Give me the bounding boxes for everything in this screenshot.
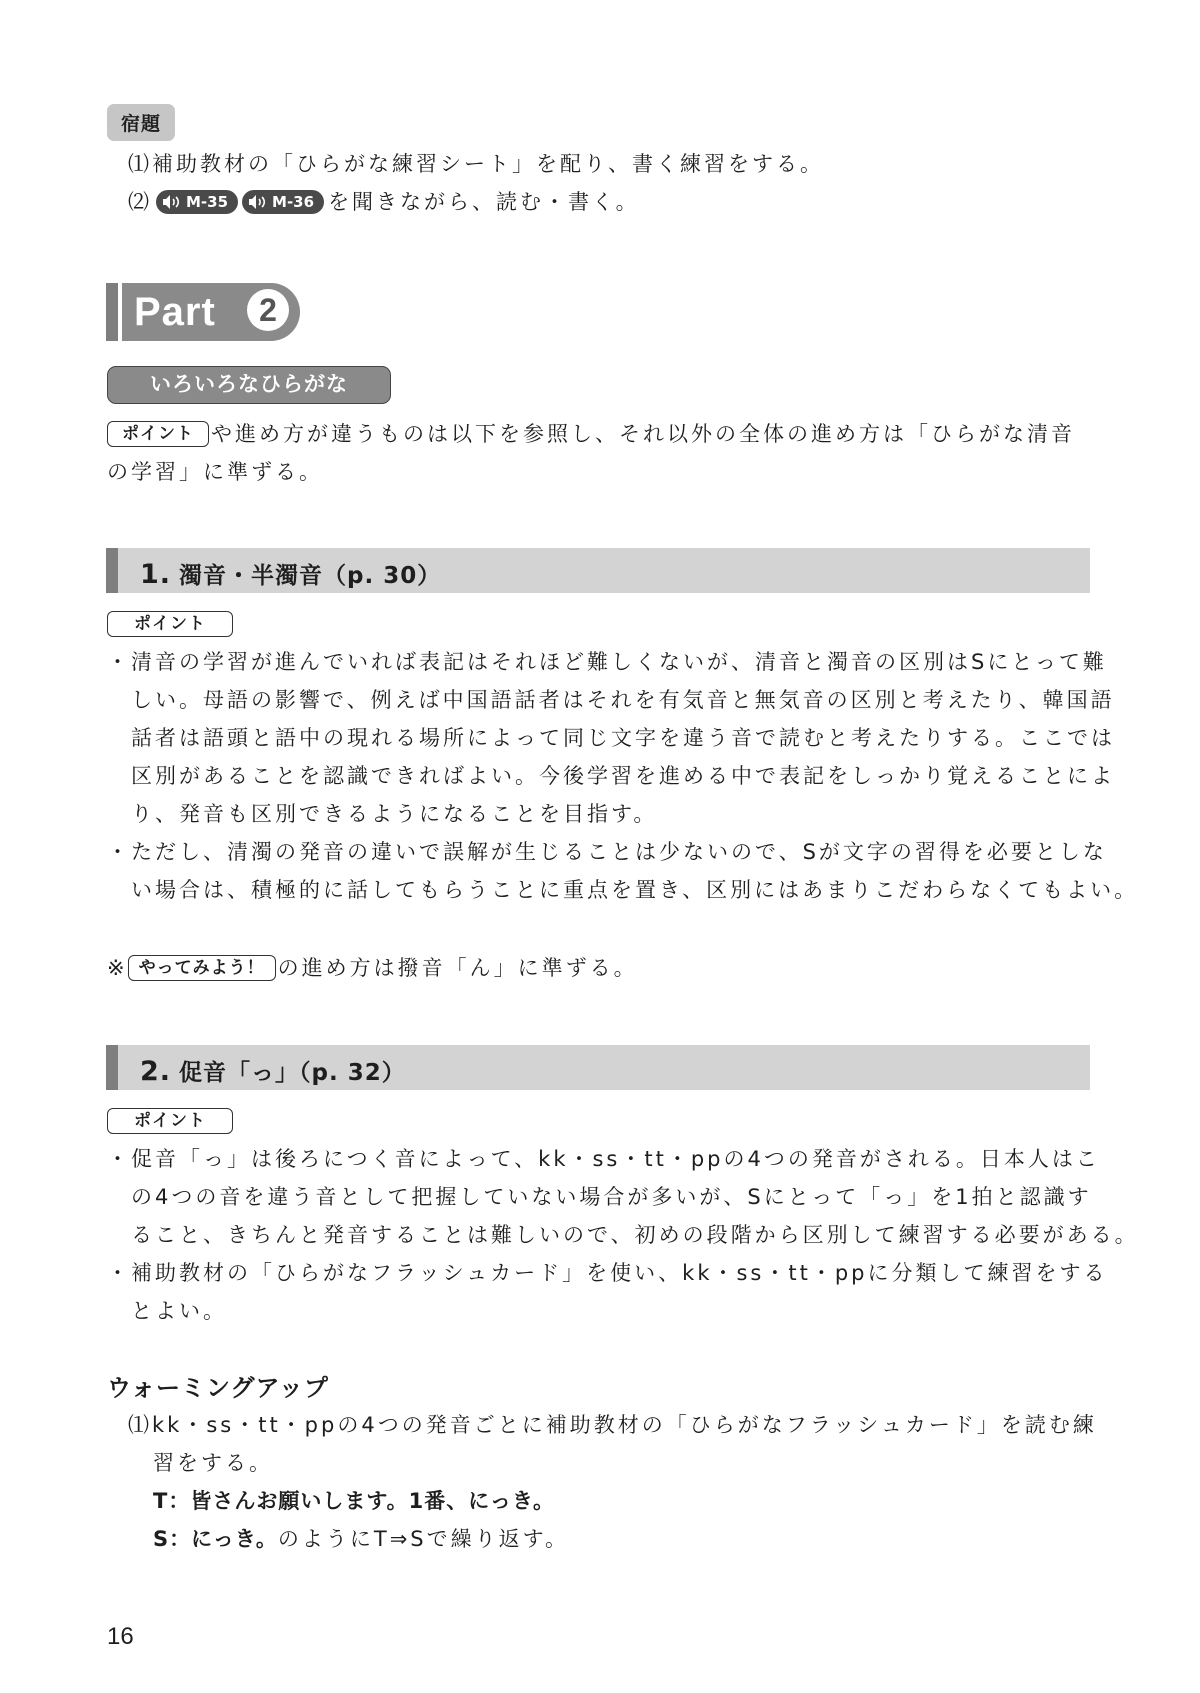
section-2-line: ること、きちんと発音することは難しいので、初めの段階から区別して練習する必要がある。 [131,1223,1139,1247]
section-2-point-box: ポイント [107,1108,233,1134]
section-1-point-box: ポイント [107,611,233,637]
section-1-line: 区別があることを認識できればよい。今後学習を進める中で表記をしっかり覚えることによ [131,764,1115,788]
section-2-line: とよい。 [131,1299,227,1323]
section-1-line: い場合は、積極的に話してもらうことに重点を置き、区別にはあまりこだわらなくてもよい。 [131,878,1139,902]
warmup-line-1: ⑴kk・ss・tt・ppの4つの発音ごとに補助教材の「ひらがなフラッシュカード」を読む練 [128,1413,1097,1437]
section-1-line: ・清音の学習が進んでいれば表記はそれほど難しくないが、清音と濁音の区別はSにとって難 [107,650,1107,674]
dialogue-student-note: のようにT⇒Sで繰り返す。 [277,1527,569,1551]
dialogue-teacher: T：皆さんお願いします。1番、にっき。 [153,1489,555,1513]
part-heading [122,283,300,341]
intro-line-1 [107,421,1075,447]
homework-item-2-suffix: を聞きながら、読む・書く。 [328,189,640,214]
section-1-title: 濁音・半濁音（p. 30） [179,563,442,589]
section-1-number: 1. [140,559,172,590]
warmup-title: ウォーミングアップ [107,1374,329,1402]
part-word: Part [134,290,216,334]
audio-track-m35[interactable] [156,190,238,214]
dialogue-student-line: S：にっき。 [153,1527,278,1551]
part-number-badge: 2 [247,289,289,331]
note-mark: ※ [107,955,128,980]
section-2-title: 促音「っ」（p. 32） [179,1060,406,1086]
note-text: の進め方は撥音「ん」に準ずる。 [277,955,638,980]
section-1-note [107,955,638,981]
intro-line-2: の学習」に準ずる。 [107,460,323,484]
section-1-line: しい。母語の影響で、例えば中国語話者はそれを有気音と無気音の区別と考えたり、韓国語 [131,688,1115,712]
warmup-line-2: 習をする。 [153,1451,273,1475]
audio-track-m35-label: M-35 [186,192,229,211]
section-1-line: ・ただし、清濁の発音の違いで誤解が生じることは少ないので、Sが文字の習得を必要としな [107,840,1107,864]
speaker-icon [247,194,269,210]
section-label: いろいろなひらがな [107,366,391,404]
audio-track-m36-label: M-36 [272,192,315,211]
dialogue-student [153,1529,569,1550]
section-2-number: 2. [140,1056,172,1087]
part-bar [106,283,118,341]
point-box: ポイント [107,421,209,447]
homework-label: 宿題 [107,104,175,141]
section-2-line: の4つの音を違う音として把握していない場合が多いが、Sにとって「っ」を1拍と認識す [131,1185,1092,1209]
section-2-line: ・促音「っ」は後ろにつく音によって、kk・ss・tt・ppの4つの発音がされる。日本人はこ [107,1147,1100,1171]
section-1-line: 話者は語頭と語中の現れる場所によって同じ文字を違う音で読むと考えたりする。ここでは [131,726,1115,750]
audio-track-m36[interactable] [242,190,324,214]
homework-item-2 [128,190,640,214]
try-it-box: やってみよう！ [128,955,276,981]
section-1-line: り、発音も区別できるようになることを目指す。 [131,802,658,826]
section-2-line: ・補助教材の「ひらがなフラッシュカード」を使い、kk・ss・tt・ppに分類して練習をする [107,1261,1108,1285]
homework-item-2-prefix: ⑵ [128,189,152,214]
section-2-header [106,1045,1090,1090]
speaker-icon [161,194,183,210]
intro-line-1-text: や進め方が違うものは以下を参照し、それ以外の全体の進め方は「ひらがな清音 [211,421,1075,446]
section-1-header [106,548,1090,593]
page-number: 16 [107,1623,134,1650]
homework-item-1: ⑴補助教材の「ひらがな練習シート」を配り、書く練習をする。 [128,152,824,176]
